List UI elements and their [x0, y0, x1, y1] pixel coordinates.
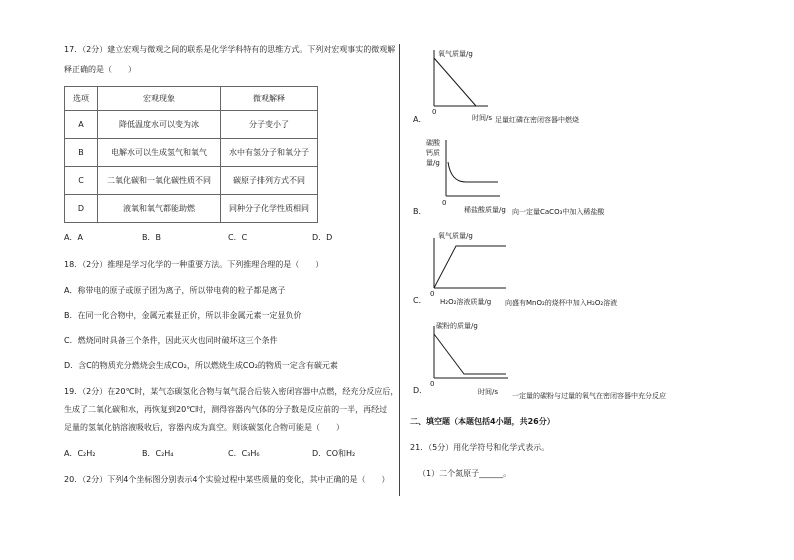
q21-item1: （1）二个氮原子______。 [418, 469, 512, 478]
q18-option-d: D．含C的物质充分燃烧会生成CO₂，所以燃烧生成CO₂的物质一定含有碳元素 [64, 361, 338, 370]
q19-option-c: C．C₃H₆ [228, 449, 260, 458]
table-row [65, 111, 318, 139]
graph-d-label: D． [413, 386, 428, 395]
table-header-row [65, 87, 318, 111]
graph-a-ylabel: 氧气质量/g [438, 50, 473, 58]
q17-option-a: A．A [64, 233, 83, 242]
q17-option-b: B．B [142, 233, 161, 242]
table-cell: 水中有氢分子和氧分子 [221, 139, 318, 167]
graph-b-caption: 向一定量CaCO₃中加入稀盐酸 [512, 208, 605, 216]
table-row [65, 167, 318, 195]
q17-option-d: D．D [312, 233, 333, 242]
q17-table [64, 86, 318, 223]
q19-line1: 19．（2分）在20℃时，某气态碳氢化合物与氧气混合后装入密闭容器中点燃，经充分反应后， [64, 387, 399, 396]
q20-stem: 20．（2分）下列4个坐标图分别表示4个实验过程中某些质量的变化，其中正确的是（ ） [64, 475, 390, 484]
section-2-heading: 二、填空题（本题包括4小题，共26分） [410, 417, 555, 426]
table-cell: 电解水可以生成氢气和氧气 [98, 139, 221, 167]
graph-a [420, 44, 530, 124]
graph-b-ylabel-line1: 碳酸 [426, 139, 440, 147]
q18-stem: 18．（2分）推理是学习化学的一种重要方法。下列推理合理的是（ ） [64, 260, 324, 269]
graph-c-origin: 0 [430, 290, 435, 298]
table-cell: C [65, 167, 98, 195]
graph-c-curve [434, 246, 506, 288]
graph-d-ylabel: 碳粉的质量/g [436, 322, 478, 330]
graph-a-curve [434, 58, 476, 106]
graph-c-label: C． [413, 296, 427, 305]
table-cell: 降低温度水可以变为冰 [98, 111, 221, 139]
table-cell: 液氧和氧气都能助燃 [98, 195, 221, 223]
q19-option-a: A．C₂H₂ [64, 449, 96, 458]
graph-b-curve [448, 162, 498, 182]
q19-option-d: D．CO和H₂ [312, 449, 356, 458]
graph-a-label: A． [413, 115, 427, 124]
graph-c-ylabel: 氧气质量/g [438, 232, 473, 240]
q19-option-b: B．C₂H₄ [142, 449, 174, 458]
table-header-cell: 微观解释 [221, 87, 318, 111]
graph-b [420, 136, 530, 216]
graph-c-caption: 向盛有MnO₂的烧杯中加入H₂O₂溶液 [505, 299, 618, 307]
graph-d-curve [434, 334, 506, 374]
graph-a-caption: 足量红磷在密闭容器中燃烧 [495, 116, 579, 124]
graph-d-origin: 0 [430, 380, 435, 388]
q19-line3: 足量的氢氧化钠溶液吸收后，容器内成为真空。则该碳氢化合物可能是（ ） [64, 423, 344, 432]
graph-d-xlabel: 时间/s [478, 388, 499, 396]
graph-c [420, 228, 530, 308]
graph-b-origin: 0 [442, 199, 447, 207]
q17-stem-line1: 17．（2分）建立宏观与微观之间的联系是化学学科特有的思维方式。下列对宏观事实的微观解 [64, 45, 396, 54]
graph-c-xlabel: H₂O₂溶液质量/g [440, 298, 492, 306]
table-cell: 同种分子化学性质相同 [221, 195, 318, 223]
table-row [65, 139, 318, 167]
q18-option-c: C．燃烧同时具备三个条件，因此灭火也同时破坏这三个条件 [64, 336, 278, 345]
column-divider [399, 44, 400, 496]
graph-a-xlabel: 时间/s [472, 114, 493, 122]
q21-stem: 21．（5分）用化学符号和化学式表示。 [410, 443, 550, 452]
table-cell: 碳原子排列方式不同 [221, 167, 318, 195]
graph-b-xlabel: 稀盐酸质量/g [464, 206, 506, 214]
q17-option-c: C．C [228, 233, 248, 242]
table-header-cell: 宏观现象 [98, 87, 221, 111]
graph-d-caption: 一定量的碳粉与过量的氧气在密闭容器中充分反应 [512, 392, 666, 400]
graph-a-origin: 0 [432, 108, 437, 116]
graph-b-label: B． [413, 207, 427, 216]
graph-d [420, 318, 530, 398]
table-row [65, 195, 318, 223]
graph-b-ylabel-line2: 钙质 [426, 149, 440, 157]
table-cell: B [65, 139, 98, 167]
graph-b-ylabel-line3: 量/g [426, 159, 440, 167]
q19-line2: 生成了二氧化碳和水，再恢复到20℃时，测得容器内气体的分子数是反应前的一半，再经过 [64, 405, 388, 414]
q18-option-b: B．在同一化合物中，金属元素显正价，所以非金属元素一定显负价 [64, 311, 302, 320]
table-cell: D [65, 195, 98, 223]
table-header-cell: 选项 [65, 87, 98, 111]
q17-stem-line2: 释正确的是（ ） [64, 65, 136, 74]
q18-option-a: A．称带电的原子或原子团为离子，所以带电荷的粒子都是离子 [64, 286, 286, 295]
table-cell: A [65, 111, 98, 139]
table-cell: 二氧化碳和一氧化碳性质不同 [98, 167, 221, 195]
table-cell: 分子变小了 [221, 111, 318, 139]
